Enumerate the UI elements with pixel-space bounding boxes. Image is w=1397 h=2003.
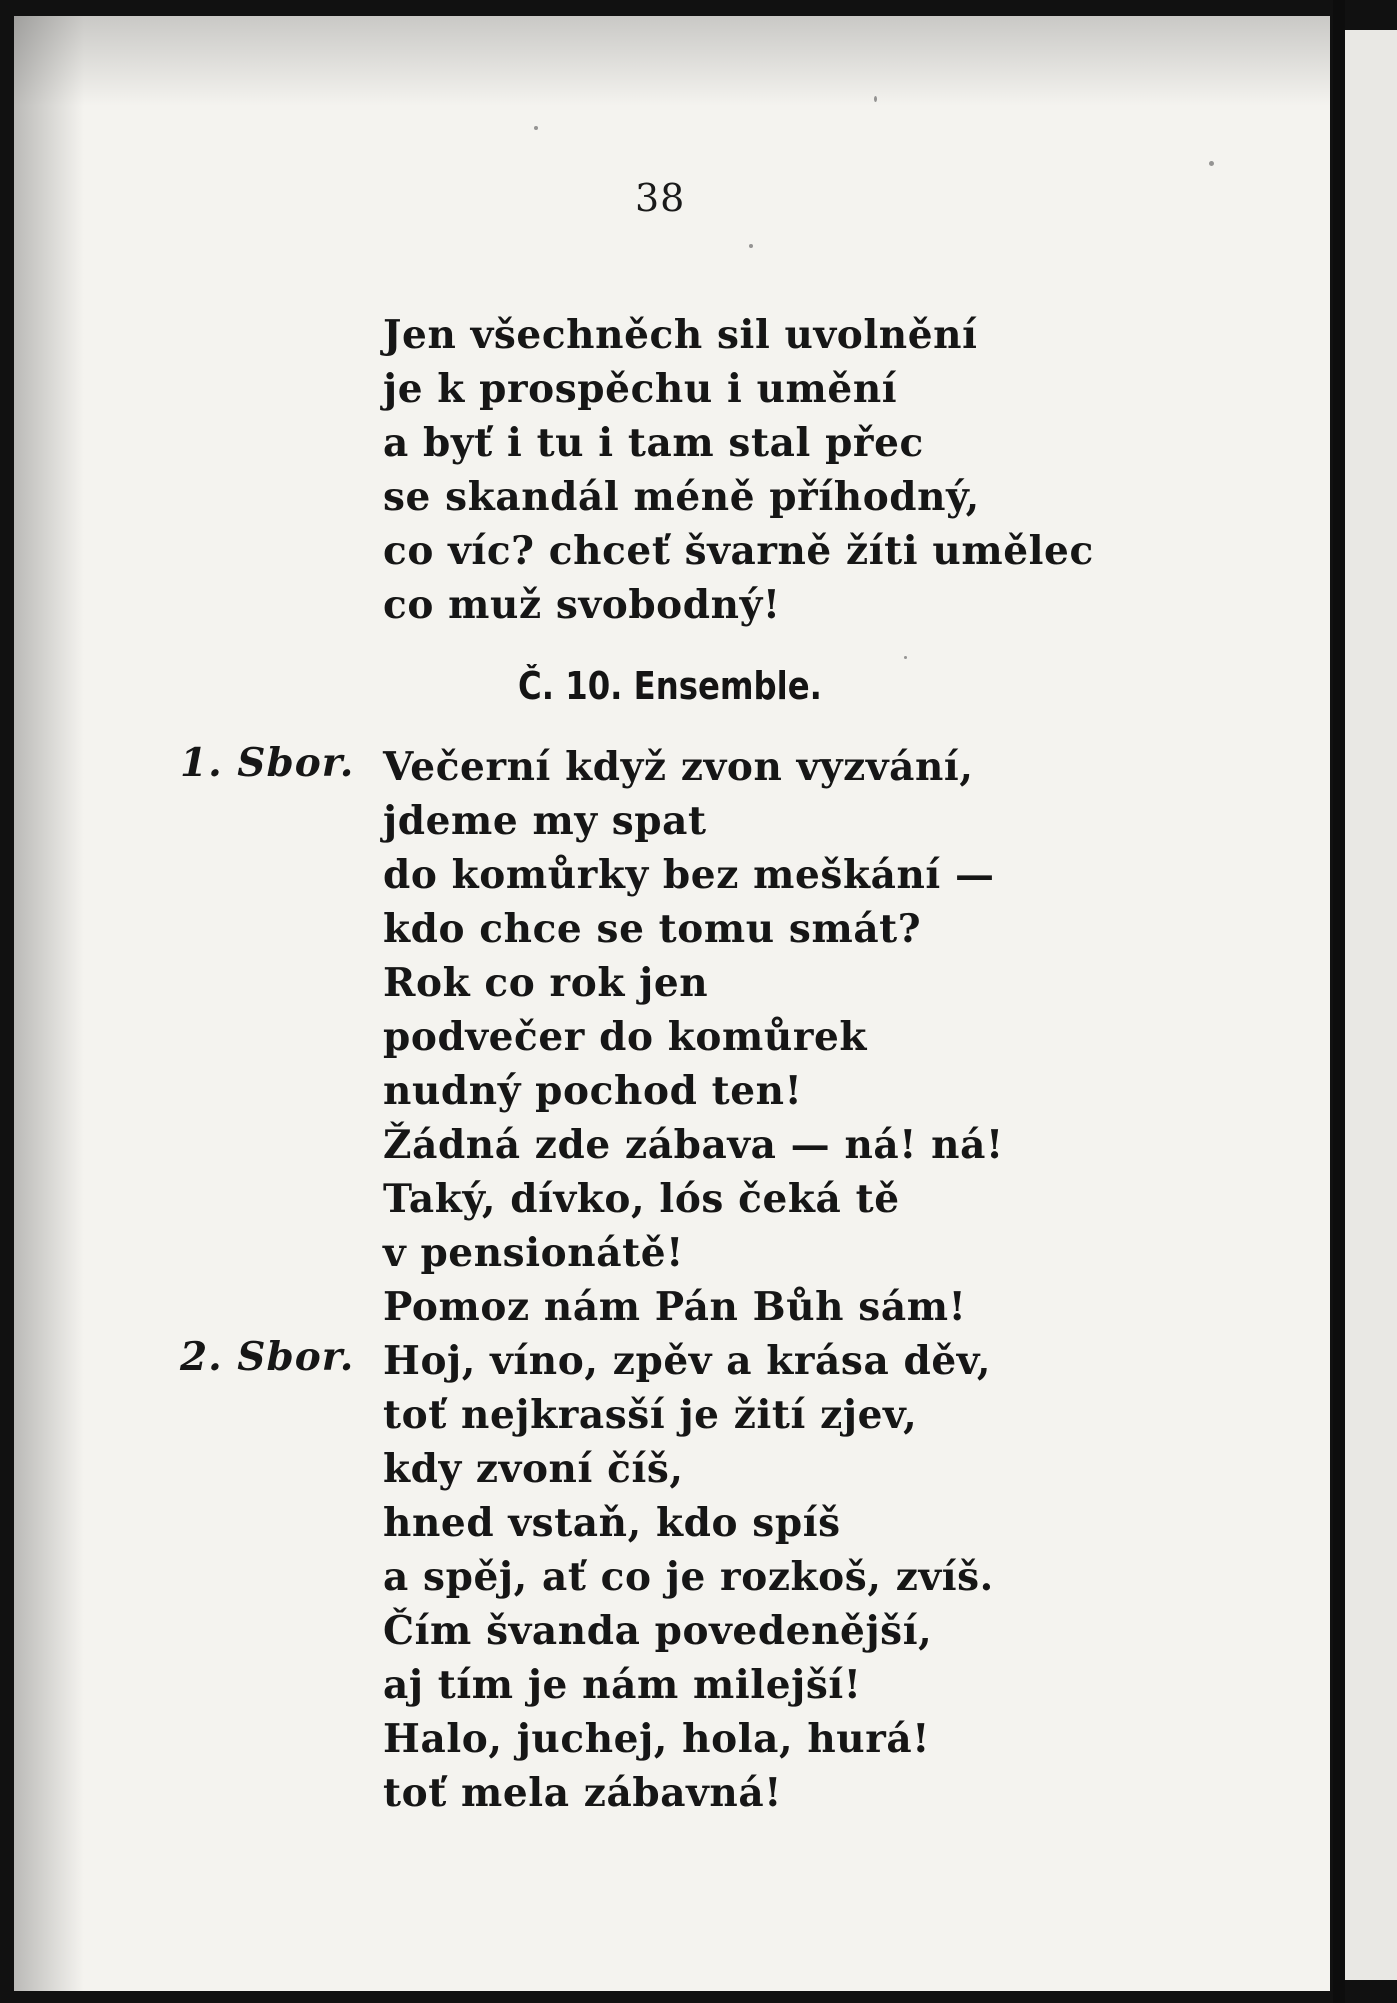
gutter-shadow: [1333, 0, 1345, 2003]
speaker-label-choir-1: 1. Sbor.: [180, 740, 355, 786]
scan-speck: [874, 96, 877, 102]
verse-line: Taký, dívko, lós čeká tě: [383, 1176, 900, 1222]
scan-speck: [1209, 161, 1214, 166]
verse-line: kdy zvoní číš,: [383, 1446, 684, 1492]
verse-line: Rok co rok jen: [383, 960, 709, 1006]
verse-line: toť mela zábavná!: [383, 1770, 782, 1816]
scan-speck: [904, 656, 907, 659]
verse-line: v pensionátě!: [383, 1230, 684, 1276]
verse-line: toť nejkrasší je žití zjev,: [383, 1392, 918, 1438]
choir-1-verse: [383, 740, 1004, 1334]
verse-line: podvečer do komůrek: [383, 1014, 868, 1060]
stanza-line: a byť i tu i tam stal přec: [383, 420, 924, 466]
verse-line: jdeme my spat: [383, 798, 707, 844]
stanza-line: se skandál méně příhodný,: [383, 474, 980, 520]
verse-line: kdo chce se tomu smát?: [383, 906, 922, 952]
stanza-line: je k prospěchu i umění: [383, 366, 898, 412]
page-number: 38: [635, 176, 686, 220]
stanza-line: co muž svobodný!: [383, 582, 781, 628]
verse-line: do komůrky bez meškání —: [383, 852, 995, 898]
section-heading: Č. 10. Ensemble.: [518, 664, 822, 708]
speaker-label-choir-2: 2. Sbor.: [180, 1334, 355, 1380]
scan-speck: [534, 126, 538, 130]
verse-line: Čím švanda povedenější,: [383, 1608, 933, 1654]
verse-line: aj tím je nám milejší!: [383, 1662, 862, 1708]
verse-line: Hoj, víno, zpěv a krása děv,: [383, 1338, 992, 1384]
adjacent-page-edge: [1345, 30, 1397, 1980]
intro-stanza: [383, 308, 1094, 632]
verse-line: Večerní když zvon vyzvání,: [383, 744, 974, 790]
verse-line: Halo, juchej, hola, hurá!: [383, 1716, 931, 1762]
stanza-line: Jen všechněch sil uvolnění: [383, 312, 978, 358]
verse-line: Pomoz nám Pán Bůh sám!: [383, 1284, 967, 1330]
verse-line: a spěj, ať co je rozkoš, zvíš.: [383, 1554, 994, 1600]
stanza-line: co víc? chceť švarně žíti umělec: [383, 528, 1094, 574]
verse-line: hned vstaň, kdo spíš: [383, 1500, 841, 1546]
verse-line: Žádná zde zábava — ná! ná!: [383, 1122, 1004, 1168]
scan-speck: [749, 244, 753, 248]
choir-2-verse: [383, 1334, 994, 1820]
verse-line: nudný pochod ten!: [383, 1068, 803, 1114]
